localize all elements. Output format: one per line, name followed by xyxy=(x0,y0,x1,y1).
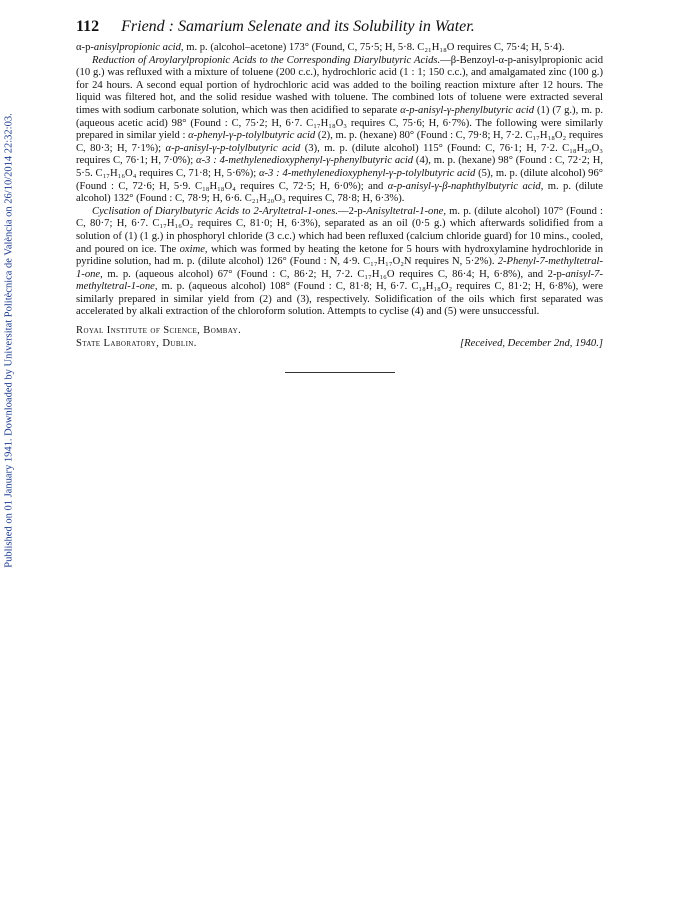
paragraph-reduction xyxy=(76,55,603,206)
paragraph-text: (5), m. p. (dilute alcohol) 96° (Found : C, 72·6; H, 5·9. C₁₈H₁₈O₄ requires C, 72·5; H, 6·0%); and xyxy=(76,167,603,192)
address-line: Royal Institute of Science, Bombay. xyxy=(76,325,242,337)
compound-name: α-p-anisyl-γ-β-naphthylbutyric acid, xyxy=(387,180,544,192)
paragraph-text: —β-Benzoyl-α-p-anisylpropionic acid (10 g.) was refluxed with a mixture of toluene (200 c.c.), hydrochloric acid (1 : 1; 150 c.c.), and amalgamated zinc (100 g.) for 24 hours. A second equal portion of hydrochloric acid was added to the boiling reaction mixture after 12 hours. The liquid was filtered hot, and the solid residue washed with toluene. The combined lots of toluene were extracted several times with sodium carbonate solution, which was then acidified to separate xyxy=(76,54,603,116)
author-addresses xyxy=(76,325,241,350)
page-number: 112 xyxy=(76,18,100,35)
paragraph-text: (3), m. p. (dilute alcohol) 115° (Found: C, 76·1; H, 7·2. C₁₈H₂₀O₃ requires C, 76·1; H, 7·0%); xyxy=(76,142,603,167)
running-header xyxy=(76,18,603,36)
paragraph-anisylpropionic xyxy=(76,42,603,55)
compound-name: α-p-anisyl-γ-p-tolylbutyric acid xyxy=(165,142,301,154)
paragraph-text: (4), m. p. (hexane) 98° (Found : C, 72·2; H, 5·5. C₁₇H₁₆O₄ requires C, 71·8; H, 5·6%); xyxy=(76,155,603,179)
paragraph-text: —2-p- xyxy=(338,205,367,217)
paragraph-text: m. p. (dilute alcohol) 107° (Found : C, 80·7; H, 6·7. C₁₇H₁₆O₂ requires C, 81·0; H, 6·3%), separated as an oil (0·5 g.) which afterwards solidified from a solution of (1) (1 g.) in phosphoryl chloride (3 c.c.) which had been refluxed (calcium chloride guard) for 10 mins., cooled, and poured on ice. The xyxy=(76,205,603,255)
paragraph-text: m. p. (aqueous alcohol) 67° (Found : C, 86·2; H, 7·2. C₁₇H₁₆O requires C, 86·4; H, 6·8%), and 2-p- xyxy=(102,268,566,280)
compound-name: anisylpropionic acid, xyxy=(93,42,184,53)
paragraph-cyclisation xyxy=(76,206,603,319)
compound-name: α-phenyl-γ-p-tolylbutyric acid xyxy=(188,130,316,142)
running-title: Friend : Samarium Selenate and its Solubility in Water. xyxy=(121,18,475,35)
compound-name: Anisyltetral-1-one, xyxy=(366,205,446,217)
paragraph-text: m. p. (aqueous alcohol) 108° (Found : C, 81·8; H, 6·7. C₁₈H₁₈O₂ requires C, 81·2; H, 6·8%), were similarly prepared in similar yield from (2) and (3), respectively. Solidification of the oils which first separated was accelerated by alkali extraction of the chloroform solution. Attempts to cyclise (4) and (5) were unsuccessful. xyxy=(76,281,603,318)
section-heading-reduction: Reduction of Aroylarylpropionic Acids to the Corresponding Diarylbutyric Acids. xyxy=(92,54,441,66)
compound-name: 2-Phenyl-7-methyltetral-1-one, xyxy=(76,256,603,280)
address-line: State Laboratory, Dublin. xyxy=(76,337,197,349)
compound-name: oxime, xyxy=(179,243,208,255)
received-date: [Received, December 2nd, 1940.] xyxy=(460,337,603,349)
paragraph-text: which was formed by heating the ketone for 5 hours with hydroxylamine hydrochloride in pyridine solution, had m. p. (dilute alcohol) 126° (Found : N, 4·9. C₁₇H₁₇O₂N requires N, 5·2%). xyxy=(76,243,603,268)
section-heading-cyclisation: Cyclisation of Diarylbutyric Acids to 2-Aryltetral-1-ones. xyxy=(92,205,338,217)
article-footer xyxy=(76,325,603,350)
compound-name: α-3 : 4-methylenedioxyphenyl-γ-phenylbutyric acid xyxy=(196,155,414,167)
paragraph-text: m. p. (alcohol–acetone) 173° (Found, C, 75·5; H, 5·8. C₂₁H₁₈O requires C, 75·4; H, 5·4). xyxy=(183,42,565,53)
article-body xyxy=(76,42,603,319)
paragraph-text: (2), m. p. (hexane) 80° (Found : C, 79·8; H, 7·2. C₁₇H₁₈O₂ requires C, 80·3; H, 7·1%); xyxy=(76,130,603,154)
compound-name: anisyl-7-methyltetral-1-one, xyxy=(76,268,603,293)
paragraph-text: m. p. (dilute alcohol) 132° (Found : C, 78·9; H, 6·6. C₂₁H₂₀O₃ requires C, 78·8; H, 6·3%). xyxy=(76,180,604,205)
compound-name: α-p-anisyl-γ-phenylbutyric acid xyxy=(400,104,535,116)
paragraph-text: (1) (7 g.), m. p. (aqueous acetic acid) 98° (Found : C, 75·2; H, 6·7. C₁₇H₁₈O₃ requires C, 75·6; H, 6·7%). The following were similarly prepared in similar yield : xyxy=(76,104,603,142)
compound-prefix: α-p- xyxy=(76,42,94,53)
download-watermark xyxy=(2,100,16,580)
end-rule xyxy=(285,372,395,373)
journal-page xyxy=(76,18,603,373)
compound-name: α-3 : 4-methylenedioxyphenyl-γ-p-tolylbutyric acid xyxy=(258,167,476,179)
download-watermark-text: Published on 01 January 1941. Downloaded by Universitat Politècnica de València on 26/10/2014 22:32:03. xyxy=(3,112,15,568)
